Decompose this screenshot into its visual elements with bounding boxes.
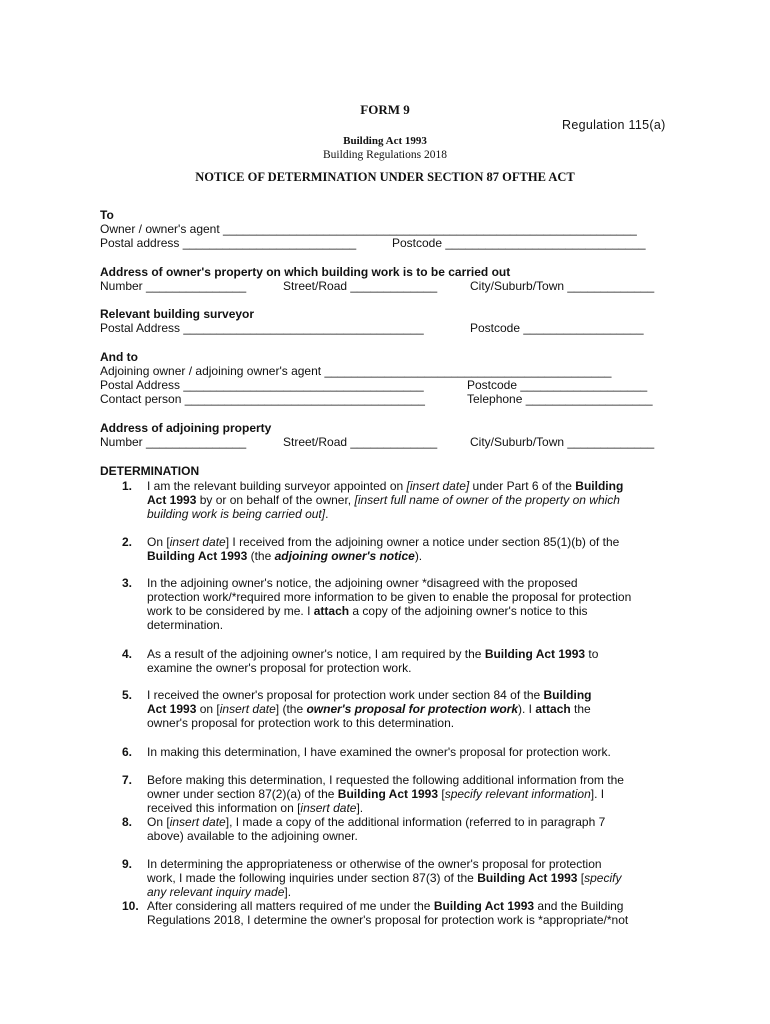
item-number: 6. — [122, 745, 133, 759]
owner-property-city-field: City/Suburb/Town _____________ — [470, 279, 655, 293]
determination-item-8: On [insert date], I made a copy of the additional information (referred to in paragraph 7 above) available to the adjoining owner. — [147, 815, 606, 843]
item-number: 5. — [122, 688, 133, 702]
determination-item-7: Before making this determination, I requested the following additional information from the owner under section 87(2)(a) of the Building Act 1993 [specify relevant information]. I received this information on [insert date]. — [147, 773, 624, 815]
to-heading: To — [100, 208, 114, 222]
owner-property-heading: Address of owner's property on which building work is to be carried out — [100, 265, 511, 279]
owner-property-street-field: Street/Road _____________ — [283, 279, 438, 293]
determination-item-4: As a result of the adjoining owner's notice, I am required by the Building Act 1993 to examine the owner's proposal for protection work. — [147, 647, 599, 675]
determination-item-1: I am the relevant building surveyor appointed on [insert date] under Part 6 of the Building Act 1993 by or on behalf of the owner, [insert full name of owner of the property on which building work is being carried out]. — [147, 479, 624, 521]
item-number: 9. — [122, 857, 133, 871]
item-number: 3. — [122, 576, 133, 590]
determination-item-5: I received the owner's proposal for protection work under section 84 of the Building Act 1993 on [insert date] (the owner's proposal for protection work). I attach the owner's proposal for protection work to this determination. — [147, 688, 592, 730]
and-to-heading: And to — [100, 350, 138, 364]
form-number: FORM 9 — [360, 102, 410, 117]
determination-item-3: In the adjoining owner's notice, the adjoining owner *disagreed with the proposed protection work/*required more information to be given to enable the proposal for protection work to be considered by me. I attach a copy of the adjoining owner's notice to this determination. — [147, 576, 632, 632]
owner-postal-address-field: Postal address __________________________ — [100, 236, 357, 250]
telephone-field: Telephone ___________________ — [467, 392, 653, 406]
determination-item-10: After considering all matters required of me under the Building Act 1993 and the Building Regulations 2018, I determine the owner's proposal for protection work is *appropriate/*not — [147, 899, 629, 927]
surveyor-postcode-field: Postcode __________________ — [470, 321, 644, 335]
surveyor-heading: Relevant building surveyor — [100, 307, 255, 321]
adjoining-property-city-field: City/Suburb/Town _____________ — [470, 435, 655, 449]
adjoining-property-street-field: Street/Road _____________ — [283, 435, 438, 449]
adjoining-owner-field: Adjoining owner / adjoining owner's agent ___________________________________________ — [100, 364, 612, 378]
notice-title: NOTICE OF DETERMINATION UNDER SECTION 87 OFTHE ACT — [195, 170, 575, 184]
determination-item-9: In determining the appropriateness or otherwise of the owner's proposal for protection work, I made the following inquiries under section 87(3) of the Building Act 1993 [specify any relevant inquiry made]. — [147, 857, 622, 899]
determination-item-2: On [insert date] I received from the adjoining owner a notice under section 85(1)(b) of the Building Act 1993 (the adjoining owner's notice). — [147, 535, 620, 563]
surveyor-postal-field: Postal Address ____________________________________ — [100, 321, 424, 335]
determination-item-6: In making this determination, I have examined the owner's proposal for protection work. — [147, 745, 611, 759]
item-number: 2. — [122, 535, 133, 549]
contact-person-field: Contact person ____________________________________ — [100, 392, 425, 406]
adjoining-postcode-field: Postcode ___________________ — [467, 378, 648, 392]
adjoining-postal-field: Postal Address ____________________________________ — [100, 378, 424, 392]
owner-agent-field: Owner / owner's agent ______________________________________________________________ — [100, 222, 637, 236]
owner-postcode-field: Postcode ______________________________ — [392, 236, 646, 250]
adjoining-property-heading: Address of adjoining property — [100, 421, 272, 435]
item-number: 8. — [122, 815, 133, 829]
item-number: 10. — [122, 899, 139, 913]
item-number: 4. — [122, 647, 133, 661]
owner-property-number-field: Number _______________ — [100, 279, 247, 293]
act-title: Building Act 1993 — [343, 135, 427, 147]
item-number: 7. — [122, 773, 133, 787]
adjoining-property-number-field: Number _______________ — [100, 435, 247, 449]
regulations-title: Building Regulations 2018 — [323, 149, 447, 161]
item-number: 1. — [122, 479, 133, 493]
regulation-reference: Regulation 115(a) — [562, 118, 666, 132]
determination-heading: DETERMINATION — [100, 464, 200, 478]
